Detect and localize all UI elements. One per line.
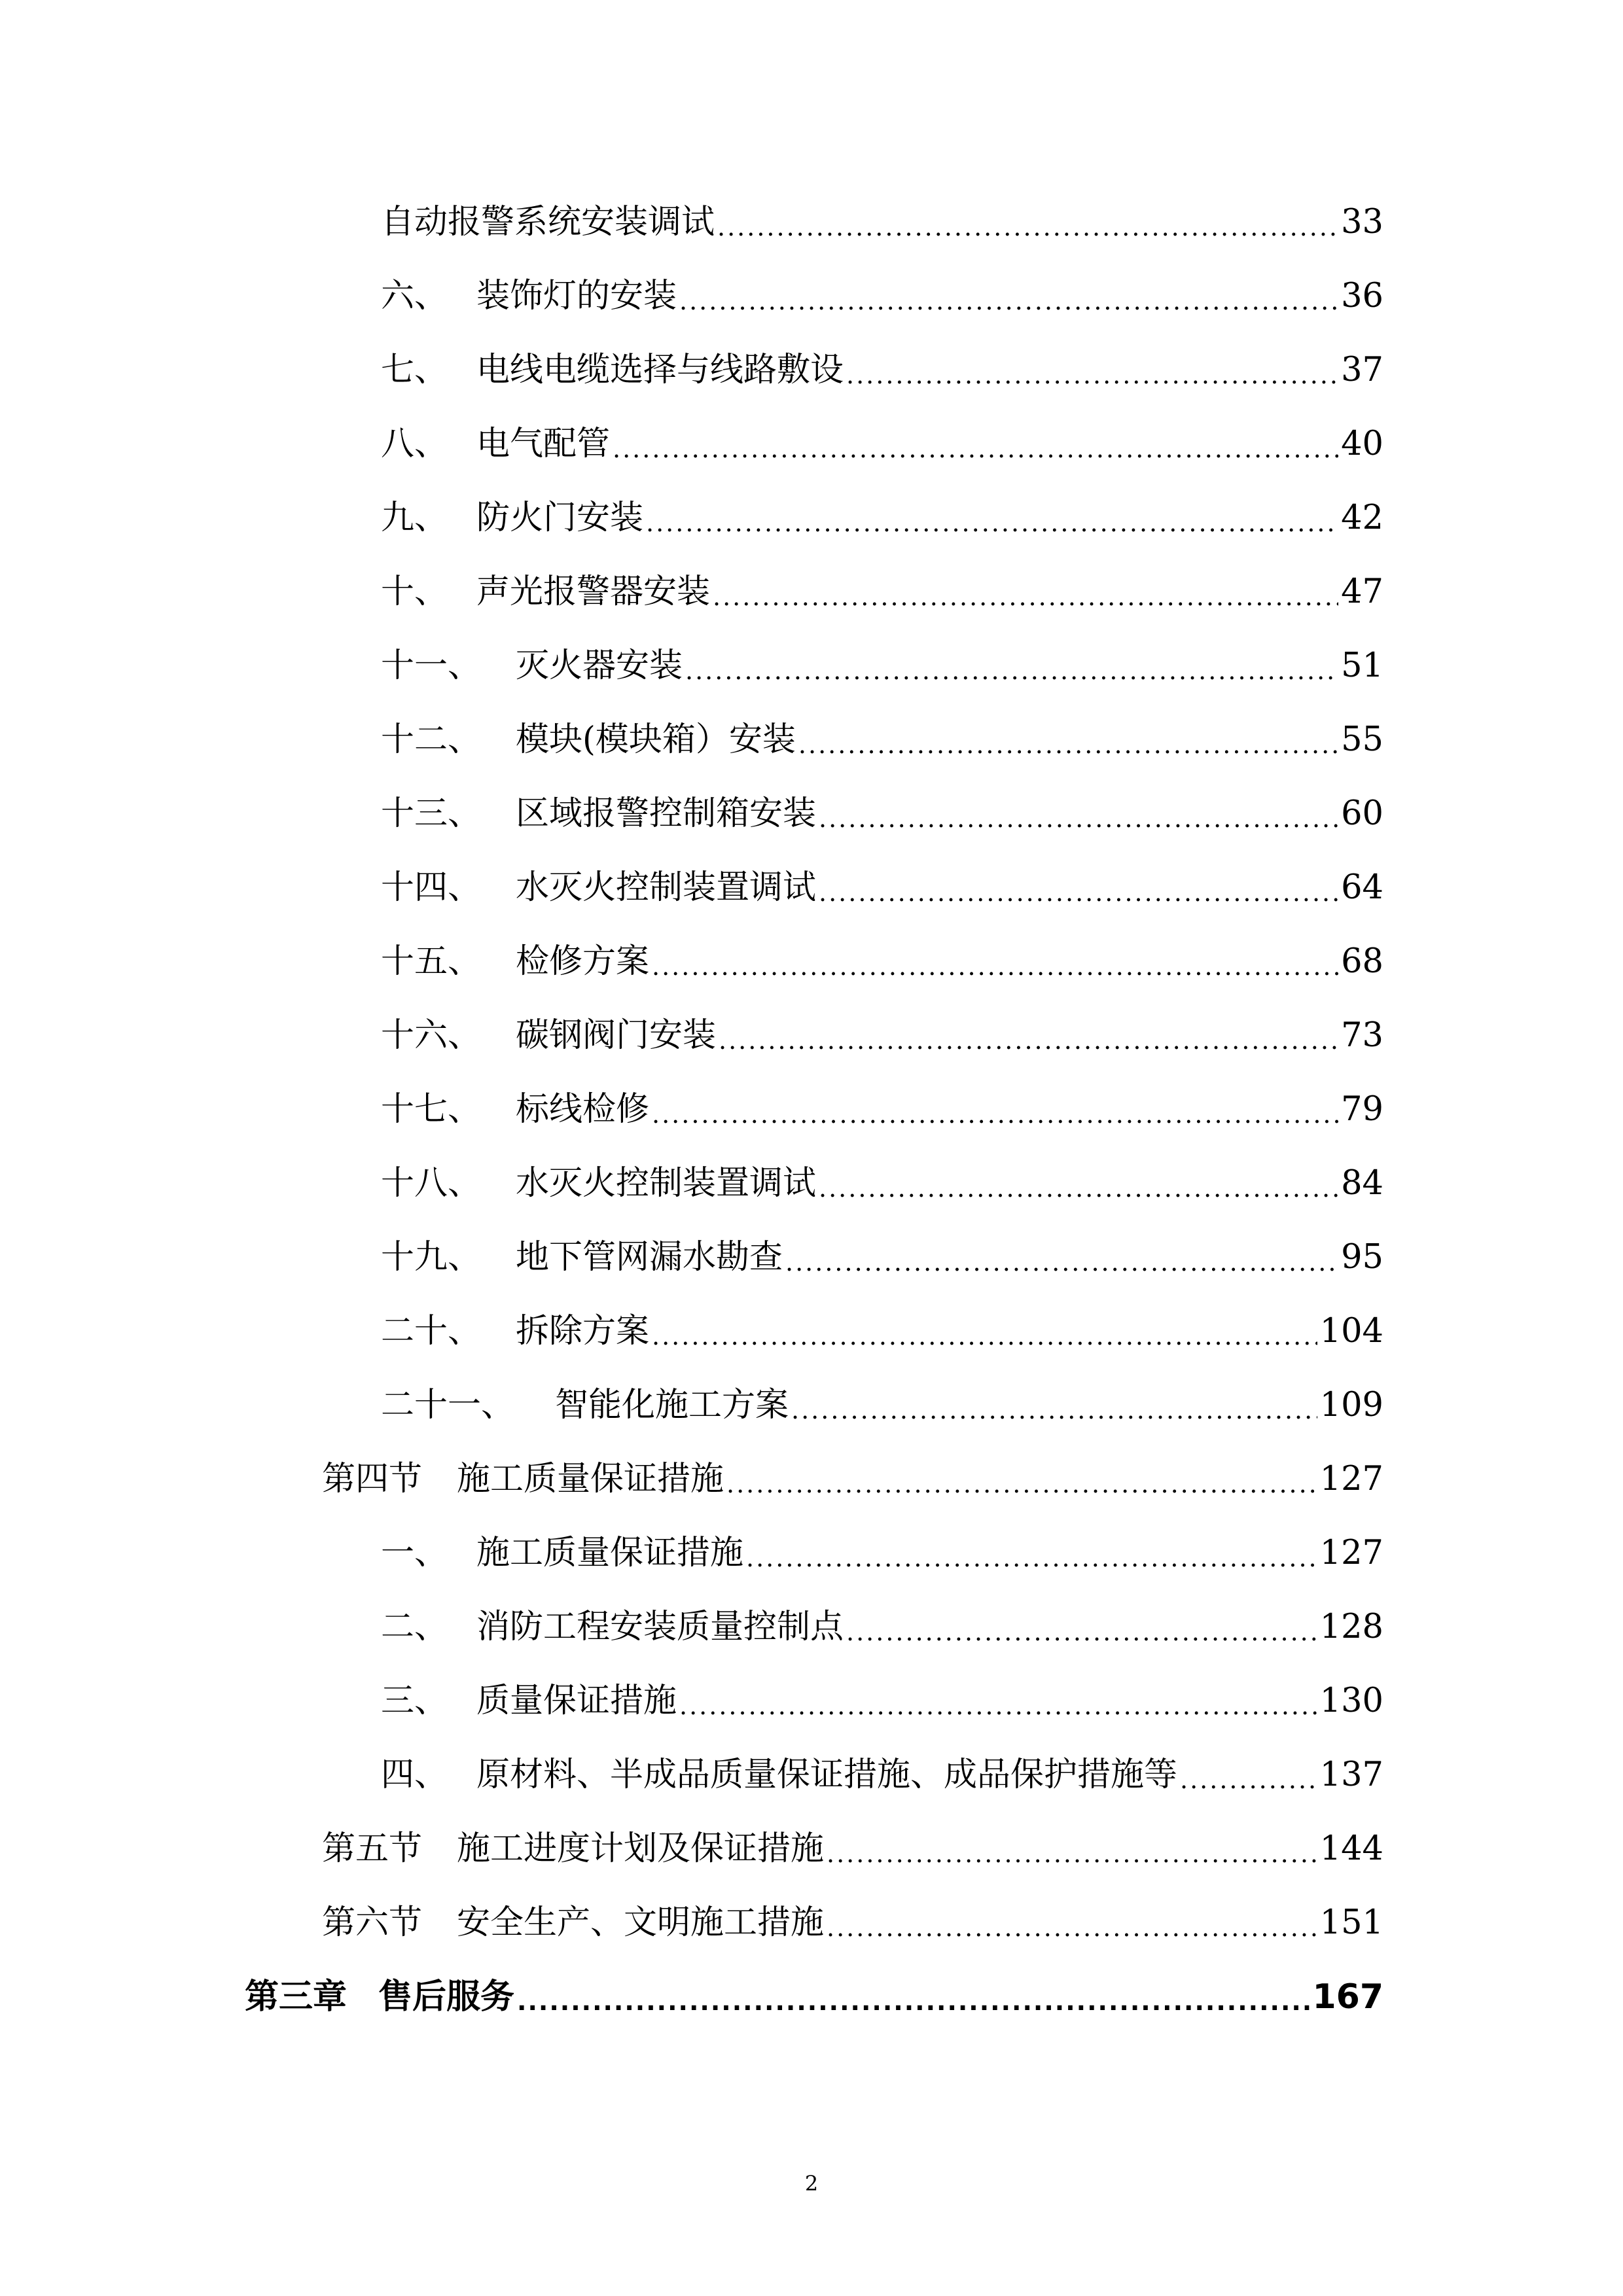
- toc-entry[interactable]: [381, 1379, 1383, 1432]
- toc-entry[interactable]: [381, 1305, 1383, 1358]
- toc-leader-dots: [685, 640, 1338, 692]
- toc-entry-page: 40: [1341, 425, 1383, 463]
- toc-entry[interactable]: [381, 1527, 1383, 1580]
- toc-entry[interactable]: [381, 1157, 1383, 1210]
- toc-entry-title: 水灭火控制装置调试: [516, 868, 817, 907]
- toc-entry-title: 施工质量保证措施: [457, 1460, 724, 1498]
- toc-entry-number: 十四、: [381, 868, 482, 907]
- toc-entry-title: 声光报警器安装: [476, 573, 711, 611]
- toc-entry-page: 128: [1319, 1608, 1383, 1646]
- toc-leader-dots: [791, 1379, 1317, 1432]
- toc-entry-number: 第六节: [322, 1903, 423, 1942]
- toc-entry-number: 二十一、: [381, 1386, 515, 1424]
- toc-entry-page: 51: [1341, 646, 1383, 685]
- toc-entry-number: 七、: [381, 351, 448, 389]
- toc-section-entry[interactable]: [322, 1453, 1383, 1506]
- toc-entry-number: 二十、: [381, 1312, 482, 1351]
- toc-entry-number: 四、: [381, 1756, 448, 1794]
- toc-leader-dots: [846, 1601, 1317, 1653]
- toc-entry-title: 拆除方案: [516, 1312, 650, 1351]
- toc-leader-dots: [746, 1527, 1317, 1580]
- toc-entry[interactable]: [381, 1010, 1383, 1062]
- toc-entry-number: 第五节: [322, 1829, 423, 1868]
- toc-entry[interactable]: [381, 1084, 1383, 1136]
- toc-entry-title: 防火门安装: [476, 499, 644, 537]
- toc-entry-page: 55: [1341, 720, 1383, 759]
- toc-entry-number: 十一、: [381, 646, 482, 685]
- toc-entry-number: 一、: [381, 1534, 448, 1572]
- toc-entry-number: 十五、: [381, 942, 482, 981]
- toc-entry-page: 68: [1341, 942, 1383, 981]
- toc-entry[interactable]: [381, 714, 1383, 766]
- toc-entry-page: 79: [1341, 1090, 1383, 1129]
- toc-entry-title: 标线检修: [516, 1090, 650, 1129]
- toc-leader-dots: [798, 714, 1338, 766]
- toc-entry[interactable]: [381, 270, 1383, 323]
- toc-leader-dots: [713, 566, 1338, 618]
- toc-entry-number: 十二、: [381, 720, 482, 759]
- toc-entry-number: 十七、: [381, 1090, 482, 1129]
- toc-entry-page: 130: [1319, 1682, 1383, 1720]
- toc-entry-title: 自动报警系统安装调试: [381, 203, 715, 241]
- toc-entry[interactable]: [381, 344, 1383, 397]
- toc-leader-dots: [719, 1010, 1338, 1062]
- toc-leader-dots: [1180, 1749, 1317, 1801]
- toc-entry-title: 电线电缆选择与线路敷设: [476, 351, 844, 389]
- toc-entry-title: 碳钢阀门安装: [516, 1016, 717, 1055]
- toc-entry-page: 95: [1341, 1238, 1383, 1277]
- toc-entry-number: 二、: [381, 1608, 448, 1646]
- toc-entry-title: 施工进度计划及保证措施: [457, 1829, 825, 1868]
- toc-entry-number: 三、: [381, 1682, 448, 1720]
- toc-leader-dots: [717, 196, 1338, 249]
- toc-entry-page: 84: [1341, 1164, 1383, 1203]
- toc-entry-page: 127: [1319, 1534, 1383, 1572]
- toc-leader-dots: [827, 1897, 1317, 1949]
- toc-section-entry[interactable]: [322, 1823, 1383, 1875]
- toc-entry-page: 64: [1341, 868, 1383, 907]
- toc-entry-title: 质量保证措施: [476, 1682, 677, 1720]
- toc-leader-dots: [652, 936, 1338, 988]
- toc-entry-title: 智能化施工方案: [555, 1386, 789, 1424]
- toc-entry[interactable]: [381, 862, 1383, 914]
- toc-leader-dots: [846, 344, 1338, 397]
- toc-entry-number: 六、: [381, 277, 448, 315]
- toc-entry-title: 地下管网漏水勘查: [516, 1238, 783, 1277]
- toc-entry-number: 十九、: [381, 1238, 482, 1277]
- toc-leader-dots: [819, 862, 1338, 914]
- toc-entry-title: 灭火器安装: [516, 646, 683, 685]
- toc-entry-page: 109: [1319, 1386, 1383, 1424]
- toc-leader-dots: [646, 492, 1338, 544]
- toc-leader-dots: [819, 1157, 1338, 1210]
- toc-entry-page: 36: [1341, 277, 1383, 315]
- toc-entry-title: 安全生产、文明施工措施: [457, 1903, 825, 1942]
- toc-leader-dots: [819, 788, 1338, 840]
- toc-entry-page: 137: [1319, 1756, 1383, 1794]
- toc-entry-page: 37: [1341, 351, 1383, 389]
- toc-entry-page: 167: [1312, 1977, 1383, 2017]
- toc-leader-dots: [827, 1823, 1317, 1875]
- toc-section-entry[interactable]: [322, 1897, 1383, 1949]
- toc-leader-dots: [517, 1971, 1310, 2023]
- toc-leader-dots: [679, 270, 1338, 323]
- toc-entry[interactable]: [381, 1231, 1383, 1284]
- toc-entry-page: 104: [1319, 1312, 1383, 1351]
- toc-entry-number: 第三章: [245, 1977, 348, 2017]
- toc-chapter-entry[interactable]: [245, 1971, 1383, 2023]
- toc-entry-page: 73: [1341, 1016, 1383, 1055]
- toc-leader-dots: [613, 418, 1338, 470]
- toc-entry-page: 151: [1319, 1903, 1383, 1942]
- toc-entry[interactable]: [381, 1749, 1383, 1801]
- toc-entry-title: 电气配管: [476, 425, 611, 463]
- toc-entry[interactable]: [381, 196, 1383, 249]
- toc-entry[interactable]: [381, 566, 1383, 618]
- toc-entry-number: 第四节: [322, 1460, 423, 1498]
- toc-entry-page: 42: [1341, 499, 1383, 537]
- toc-leader-dots: [652, 1084, 1338, 1136]
- toc-entry-number: 十、: [381, 573, 448, 611]
- toc-entry-page: 47: [1341, 573, 1383, 611]
- toc-entry-title: 装饰灯的安装: [476, 277, 677, 315]
- toc-leader-dots: [679, 1675, 1317, 1727]
- toc-entry-title: 区域报警控制箱安装: [516, 794, 817, 833]
- toc-entry-number: 十八、: [381, 1164, 482, 1203]
- toc-entry[interactable]: [381, 1601, 1383, 1653]
- toc-leader-dots: [726, 1453, 1317, 1506]
- toc-entry-title: 原材料、半成品质量保证措施、成品保护措施等: [476, 1756, 1178, 1794]
- toc-entry-number: 八、: [381, 425, 448, 463]
- toc-entry[interactable]: [381, 418, 1383, 470]
- toc-entry[interactable]: [381, 788, 1383, 840]
- toc-entry-title: 售后服务: [378, 1977, 515, 2017]
- toc-entry-number: 九、: [381, 499, 448, 537]
- toc-entry-number: 十三、: [381, 794, 482, 833]
- toc-entry[interactable]: [381, 640, 1383, 692]
- toc-entry[interactable]: [381, 492, 1383, 544]
- toc-leader-dots: [785, 1231, 1338, 1284]
- toc-entry-page: 127: [1319, 1460, 1383, 1498]
- toc-entry[interactable]: [381, 1675, 1383, 1727]
- toc-entry-page: 144: [1319, 1829, 1383, 1868]
- toc-leader-dots: [652, 1305, 1317, 1358]
- toc-entry-title: 施工质量保证措施: [476, 1534, 744, 1572]
- toc-entry-title: 模块(模块箱）安装: [516, 720, 796, 759]
- toc-entry-title: 消防工程安装质量控制点: [476, 1608, 844, 1646]
- toc-entry-page: 33: [1341, 203, 1383, 241]
- toc-entry-page: 60: [1341, 794, 1383, 833]
- toc-entry[interactable]: [381, 936, 1383, 988]
- toc-entry-title: 检修方案: [516, 942, 650, 981]
- page-number: 2: [804, 2171, 819, 2196]
- toc-entry-number: 十六、: [381, 1016, 482, 1055]
- toc-entry-title: 水灭火控制装置调试: [516, 1164, 817, 1203]
